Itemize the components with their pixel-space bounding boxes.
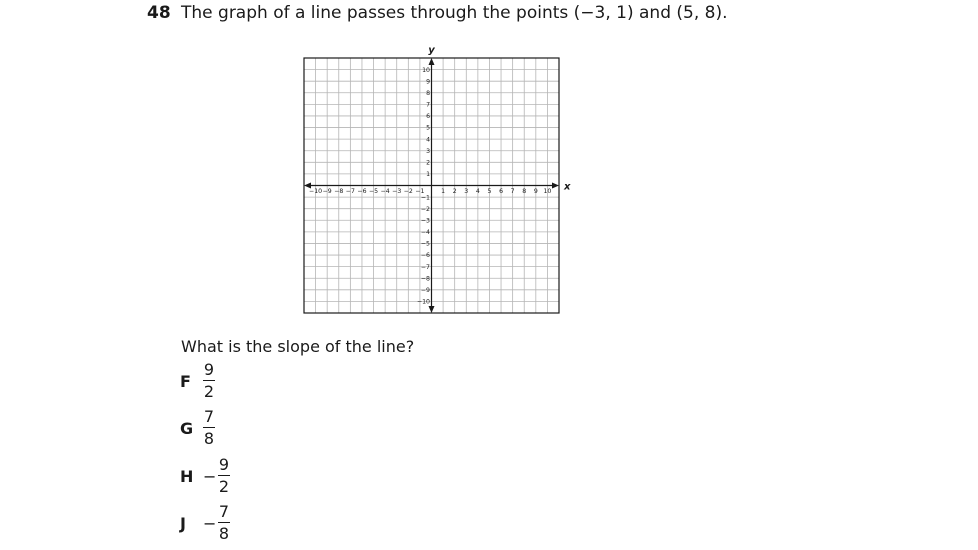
fraction-bar [218, 522, 230, 523]
fraction-numerator: 9 [218, 455, 230, 474]
choice-letter: H [180, 467, 194, 486]
x-tick-label: 6 [499, 188, 504, 195]
x-tick-label: 9 [533, 188, 538, 195]
x-tick-label: −8 [334, 188, 344, 195]
y-tick-label: −10 [416, 298, 430, 306]
choice-sign: − [203, 514, 217, 533]
x-tick-label: 1 [441, 188, 446, 195]
x-tick-label: 8 [522, 188, 527, 195]
y-tick-label: 7 [426, 101, 430, 109]
y-axis-arrow-up [429, 58, 435, 65]
y-tick-label: 10 [422, 66, 430, 74]
choice-fraction [217, 456, 231, 496]
choice-fraction [202, 361, 216, 401]
x-tick-label: −4 [380, 188, 390, 195]
fraction-numerator: 7 [218, 502, 230, 521]
x-tick-label: 4 [475, 188, 480, 195]
x-tick-label: −1 [415, 188, 425, 195]
x-tick-label: −10 [309, 188, 323, 195]
fraction-bar [218, 475, 230, 476]
x-tick-label: −3 [392, 188, 402, 195]
y-tick-label: 8 [426, 89, 430, 97]
x-tick-label: 2 [452, 188, 457, 195]
y-tick-label: 3 [426, 147, 430, 155]
question-number: 48 [147, 3, 171, 23]
y-tick-label: 1 [426, 171, 430, 179]
y-tick-label: 5 [426, 124, 430, 132]
y-axis-arrow-down [429, 306, 435, 313]
y-tick-label: −6 [420, 252, 430, 260]
question-text: The graph of a line passes through the points (−3, 1) and (5, 8). [181, 3, 728, 23]
x-tick-label: −6 [357, 188, 367, 195]
fraction-denominator: 2 [218, 477, 230, 496]
y-axis-label: y [428, 45, 435, 56]
y-tick-label: −5 [420, 240, 430, 248]
choice-sign: − [203, 467, 217, 486]
fraction-denominator: 2 [203, 382, 215, 401]
x-tick-label: −9 [322, 188, 332, 195]
choice-letter: F [180, 372, 191, 391]
y-tick-label: −9 [420, 287, 430, 295]
y-tick-label: −1 [420, 194, 430, 202]
x-tick-label: −5 [368, 188, 379, 195]
y-tick-label: 4 [426, 136, 430, 144]
x-tick-label: −7 [345, 188, 355, 195]
choice-fraction [217, 503, 231, 543]
fraction-bar [203, 380, 215, 381]
fraction-numerator: 7 [203, 407, 215, 426]
fraction-denominator: 8 [203, 429, 215, 448]
choice-fraction [202, 408, 216, 448]
fraction-bar [203, 427, 215, 428]
choice-letter: J [180, 514, 186, 533]
x-axis-arrow-right [552, 183, 559, 189]
y-tick-label: −8 [420, 275, 430, 283]
y-tick-label: −3 [420, 217, 430, 225]
y-tick-label: 9 [426, 78, 430, 86]
x-tick-label: −2 [403, 188, 413, 195]
x-axis-label: x [564, 181, 571, 193]
x-tick-label: 7 [510, 188, 515, 195]
x-tick-label: 3 [464, 188, 469, 195]
x-tick-label: 5 [487, 188, 492, 195]
y-tick-label: −7 [420, 263, 430, 271]
fraction-numerator: 9 [203, 360, 215, 379]
y-tick-label: −2 [420, 205, 430, 213]
question-prompt: What is the slope of the line? [181, 337, 415, 356]
fraction-denominator: 8 [218, 524, 230, 543]
y-tick-label: 6 [426, 113, 430, 121]
y-tick-label: −4 [420, 229, 430, 237]
y-tick-label: 2 [426, 159, 430, 167]
choice-letter: G [180, 419, 194, 438]
x-tick-label: 10 [543, 188, 552, 195]
